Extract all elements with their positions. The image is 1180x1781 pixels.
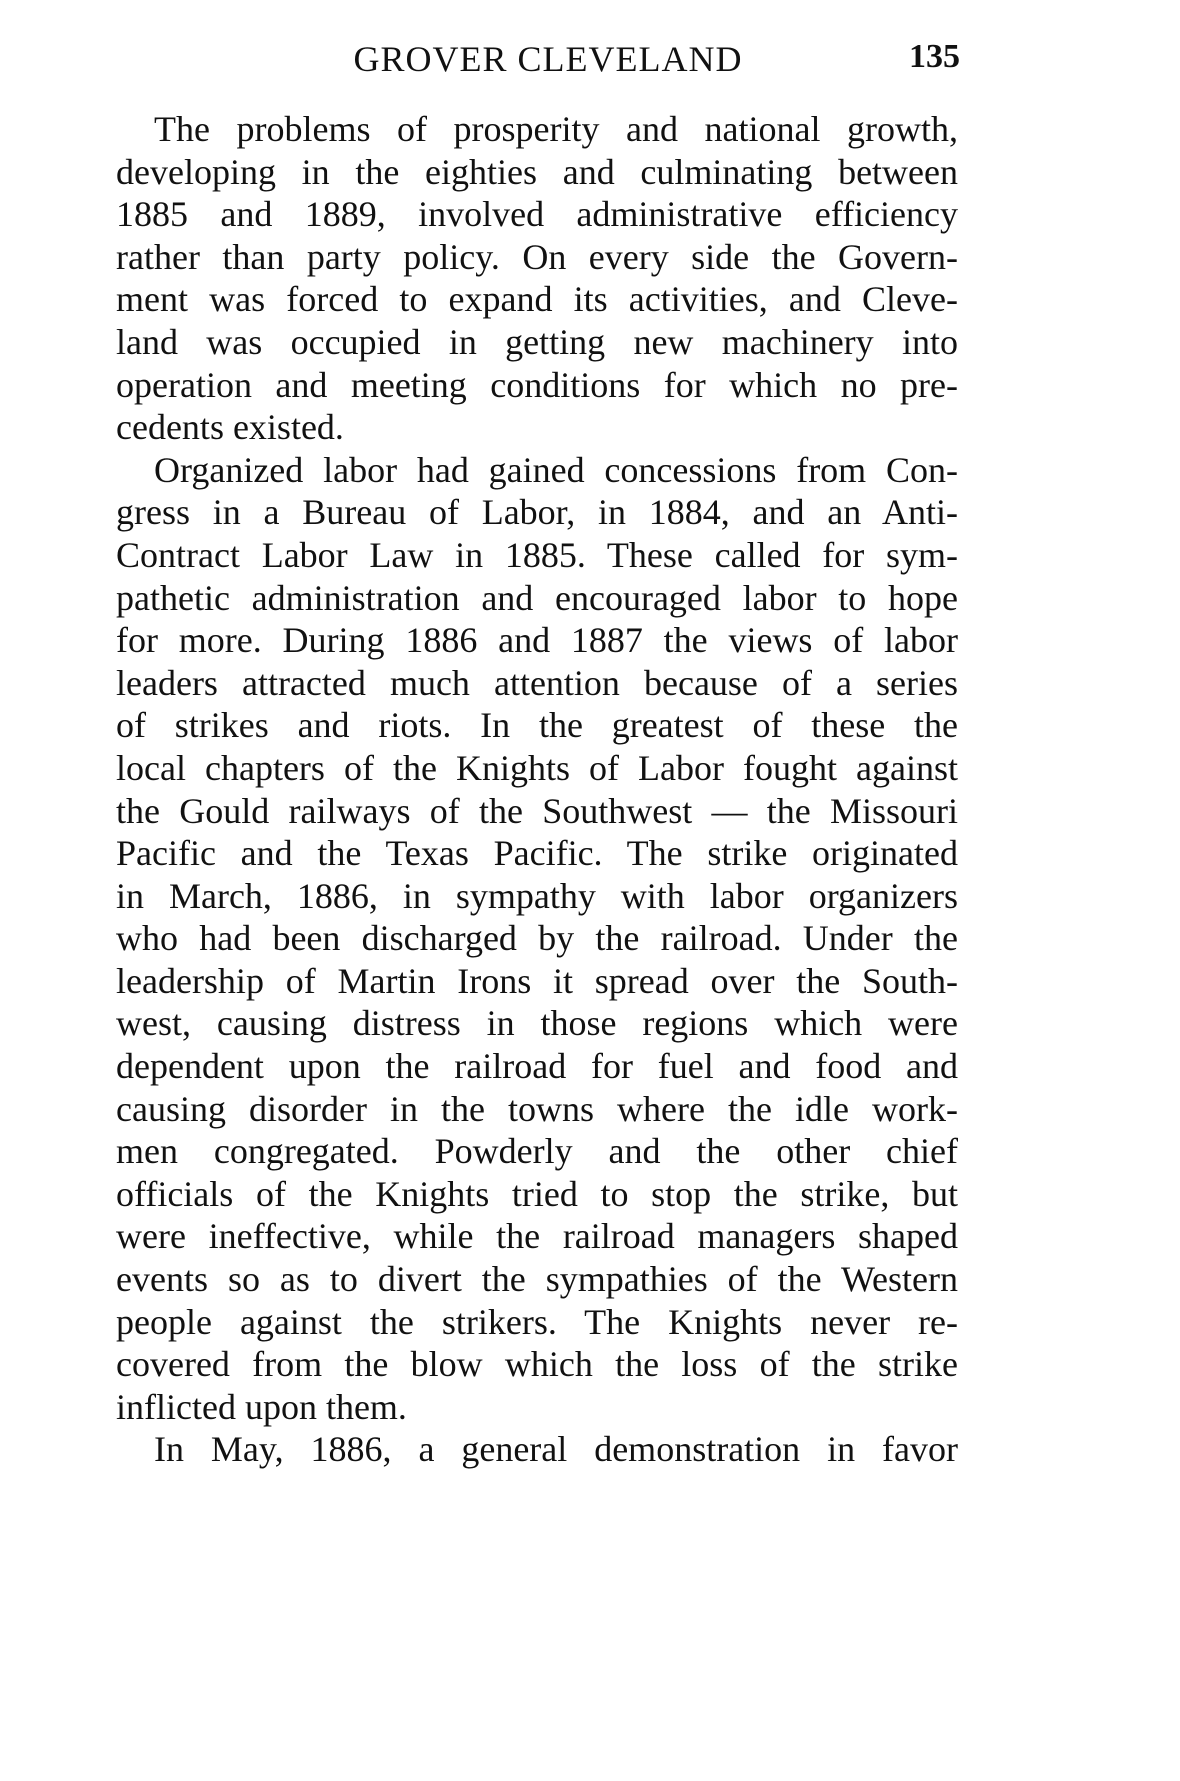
text-line: in March, 1886, in sympathy with labor organizers — [116, 875, 958, 916]
text-line: operation and meeting conditions for which no pre- — [116, 364, 958, 405]
text-line: the Gould railways of the Southwest — the Missouri — [116, 790, 958, 831]
text-line: dependent upon the railroad for fuel and food and — [116, 1046, 958, 1087]
page-number: 135 — [909, 38, 960, 75]
text-line: land was occupied in getting new machinery into — [116, 321, 958, 362]
text-line: developing in the eighties and culminating between — [116, 151, 958, 192]
text-line: covered from the blow which the loss of the strike — [116, 1344, 958, 1385]
text-line: In May, 1886, a general demonstration in favor — [154, 1429, 958, 1470]
text-line: were ineffective, while the railroad managers shaped — [116, 1216, 958, 1257]
text-line: people against the strikers. The Knights never re- — [116, 1301, 958, 1342]
text-line: leaders attracted much attention because of a series — [116, 662, 958, 703]
text-line: of strikes and riots. In the greatest of these the — [116, 705, 958, 746]
paragraph — [116, 1428, 958, 1471]
text-line: local chapters of the Knights of Labor fought against — [116, 747, 958, 788]
text-line: for more. During 1886 and 1887 the views of labor — [116, 620, 958, 661]
text-line: inflicted upon them. — [116, 1386, 407, 1427]
text-line: 1885 and 1889, involved administrative efficiency — [116, 194, 958, 235]
body-text — [116, 108, 958, 1471]
running-header — [118, 38, 960, 88]
text-line: cedents existed. — [116, 407, 344, 448]
paragraph — [116, 449, 958, 1429]
text-line: causing disorder in the towns where the idle work- — [116, 1088, 958, 1129]
text-line: men congregated. Powderly and the other chief — [116, 1131, 958, 1172]
text-line: who had been discharged by the railroad. Under the — [116, 918, 958, 959]
text-line: Contract Labor Law in 1885. These called for sym- — [116, 534, 958, 575]
text-line: leadership of Martin Irons it spread over the South- — [116, 960, 958, 1001]
running-title: GROVER CLEVELAND — [353, 39, 743, 79]
text-line: events so as to divert the sympathies of the Western — [116, 1259, 958, 1300]
paragraph — [116, 108, 958, 449]
text-line: ment was forced to expand its activities, and Cleve- — [116, 279, 958, 320]
text-line: rather than party policy. On every side the Govern- — [116, 236, 958, 277]
text-line: gress in a Bureau of Labor, in 1884, and an Anti- — [116, 492, 958, 533]
text-line: Pacific and the Texas Pacific. The strike originated — [116, 833, 958, 874]
text-line: Organized labor had gained concessions from Con- — [154, 449, 958, 490]
text-line: pathetic administration and encouraged labor to hope — [116, 577, 958, 618]
text-line: west, causing distress in those regions which were — [116, 1003, 958, 1044]
text-line: officials of the Knights tried to stop the strike, but — [116, 1173, 958, 1214]
text-line: The problems of prosperity and national growth, — [154, 109, 958, 149]
